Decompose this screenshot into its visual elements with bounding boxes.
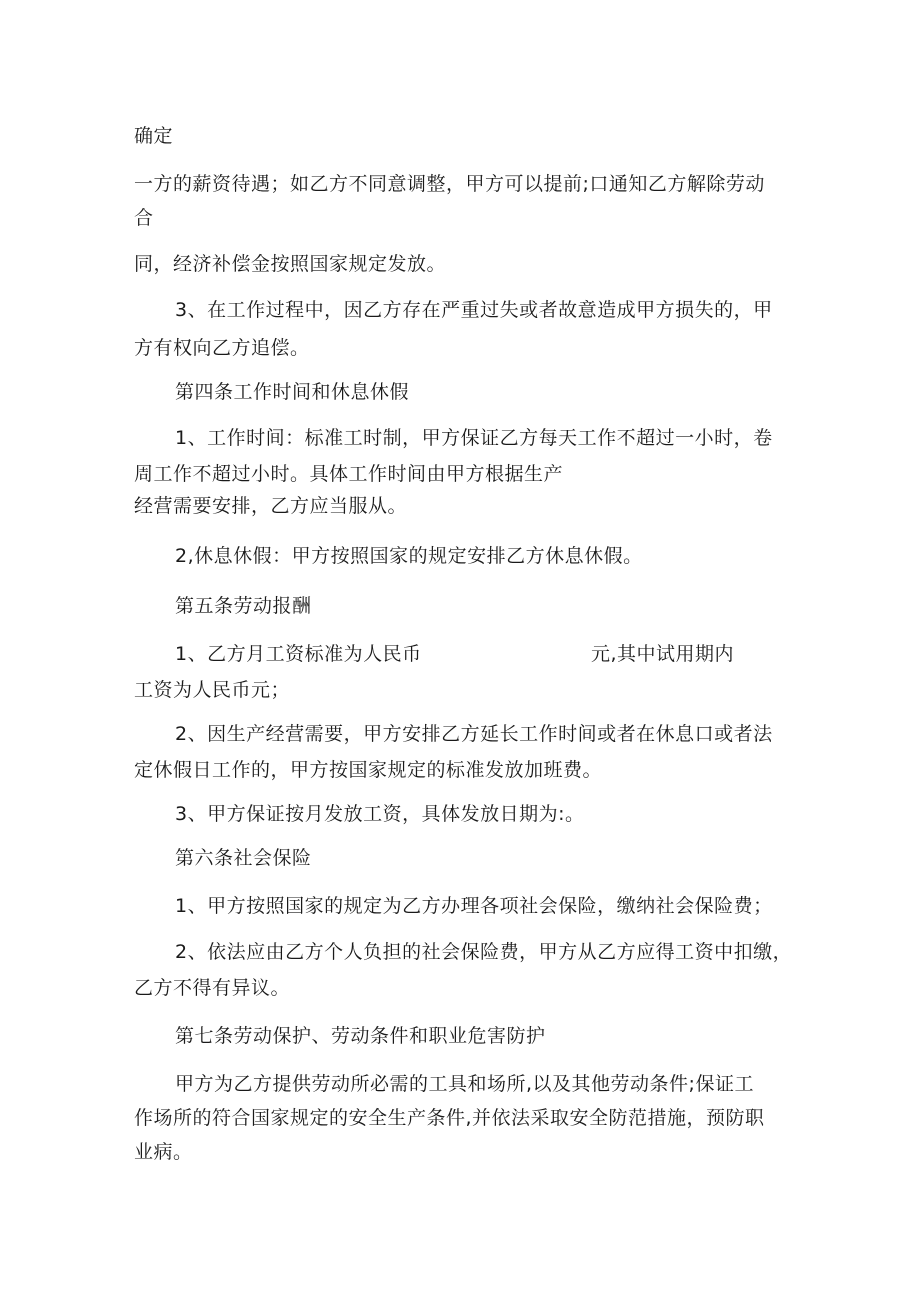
text-line: 工资为人民币元； [134, 679, 291, 701]
text-line: 3、甲方保证按月发放工资，具体发放日期为:。 [175, 803, 585, 825]
text-line: 同，经济补偿金按照国家规定发放。 [134, 253, 447, 275]
text-line: 2,休息休假：甲方按照国家的规定安排乙方休息休假。 [175, 545, 643, 567]
section-heading: 第四条工作时间和休息休假 [175, 381, 410, 403]
text-line: 1、甲方按照国家的规定为乙方办理各项社会保险，缴纳社会保险费； [175, 895, 773, 917]
text-line: 方有权向乙方追偿。 [134, 337, 310, 359]
text-line: 乙方不得有异议。 [134, 977, 291, 999]
text-line: 业病。 [134, 1141, 193, 1163]
text-line: 1、工作时间：标准工时制，甲方保证乙方每天工作不超过一小时，卷 [175, 427, 773, 449]
text-line: 1、乙方月工资标准为人民币 [175, 643, 422, 665]
section-heading: 第七条劳动保护、劳动条件和职业危害防护 [175, 1025, 546, 1047]
text-line: 元,其中试用期内 [591, 643, 735, 665]
section-heading: 第五条劳动报酬 [175, 595, 312, 617]
text-line: 2、因生产经营需要，甲方安排乙方延长工作时间或者在休息口或者法 [175, 723, 773, 745]
text-line: 作场所的符合国家规定的安全生产条件,并依法采取安全防范措施，预防职 [134, 1107, 765, 1129]
text-line: 经营需要安排，乙方应当服从。 [134, 495, 408, 517]
text-line: 甲方为乙方提供劳动所必需的工具和场所,以及其他劳动条件;保证工 [175, 1073, 754, 1095]
text-line: 确定 [134, 125, 174, 147]
text-line: 周工作不超过小时。具体工作时间由甲方根据生产 [134, 463, 564, 485]
text-line: 合 [134, 207, 154, 229]
section-heading: 第六条社会保险 [175, 847, 312, 869]
text-line: 3、在工作过程中，因乙方存在严重过失或者故意造成甲方损失的，甲 [175, 299, 773, 321]
text-line: 2、依法应由乙方个人负担的社会保险费，甲方从乙方应得工资中扣缴， [175, 941, 793, 963]
text-line: 一方的薪资待遇；如乙方不同意调整，甲方可以提前;口通知乙方解除劳动 [134, 173, 765, 195]
text-line: 定休假日工作的，甲方按国家规定的标准发放加班费。 [134, 759, 603, 781]
